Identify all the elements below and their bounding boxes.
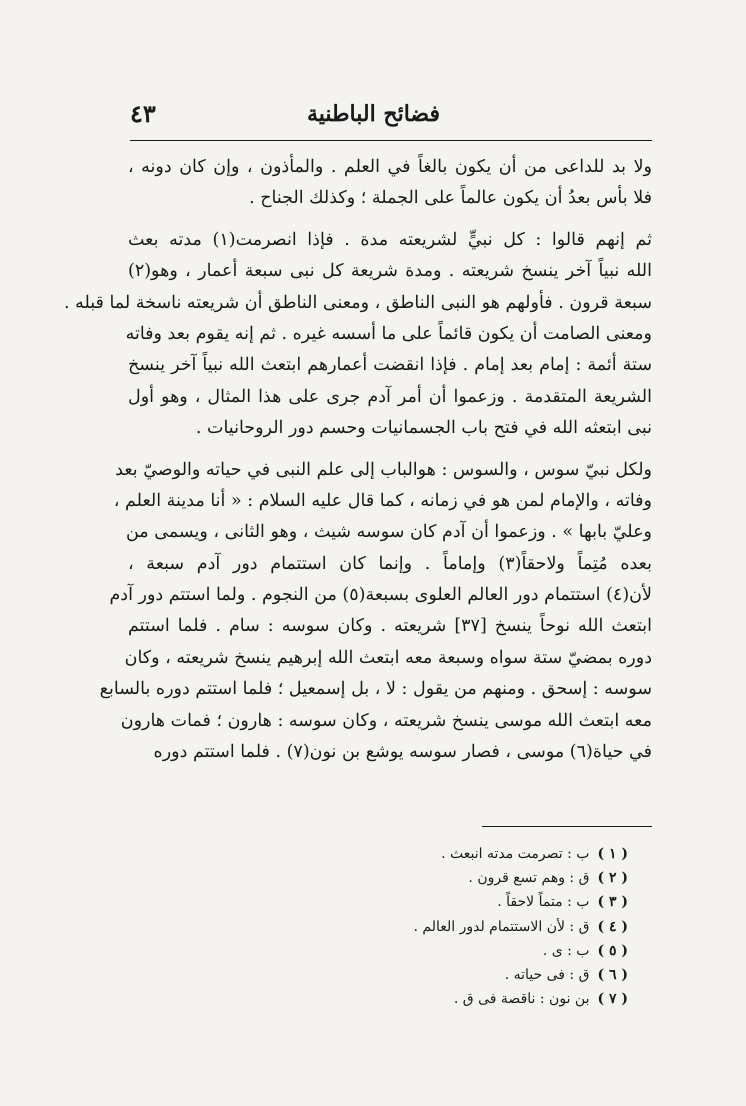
text-line: ستة أئمة : إمام بعد إمام . فإذا انقضت أعمارهم ابتعث الله نبياً آخر ينسخ bbox=[128, 355, 652, 376]
text-line: الله نبياً آخر ينسخ شريعته . ومدة شريعة كل نبى سبعة أعمار ، وهو(٢) bbox=[128, 261, 652, 282]
text-line: نبى ابتعثه الله في فتح باب الجسمانيات وحسم دور الروحانيات . bbox=[195, 418, 652, 439]
text-line: ثم إنهم قالوا : كل نبيٍّ لشريعته مدة . فإذا انصرمت(١) مدته بعث bbox=[128, 229, 652, 250]
footnote-text: ب : ى . bbox=[542, 942, 590, 959]
footnote bbox=[328, 842, 628, 866]
footnote-separator bbox=[482, 826, 652, 827]
footnote bbox=[328, 866, 628, 890]
footnote-number: ( ٢ ) bbox=[597, 870, 628, 887]
text-line: وفاته ، والإمام لمن هو في زمانه ، كما قال عليه السلام : « أنا مدينة العلم ، bbox=[113, 490, 652, 511]
footnote bbox=[328, 939, 628, 963]
text-line: فلا بأس بعدُ أن يكون عالماً على الجملة ؛ وكذلك الجناح . bbox=[249, 188, 652, 209]
footnote-text: ق : وهم تسع قرون . bbox=[468, 870, 590, 887]
footnote-text: ق : لأن الاستتمام لدور العالم . bbox=[413, 918, 590, 935]
text-line: في حياة(٦) موسى ، فصار سوسه يوشع بن نون(٧) . فلما استتم دوره bbox=[153, 742, 652, 763]
footnote-number: ( ٤ ) bbox=[597, 918, 628, 935]
text-line: سبعة قرون . فأولهم هو النبى الناطق ، ومعنى الناطق أن شريعته ناسخة لما قبله . bbox=[63, 292, 652, 313]
page-number: ٤٣ bbox=[130, 99, 156, 128]
footnote bbox=[328, 963, 628, 987]
footnote-text: بن نون : ناقصة فى ق . bbox=[453, 991, 590, 1008]
paragraph bbox=[63, 225, 652, 445]
footnote-number: ( ١ ) bbox=[597, 846, 628, 862]
text-line: ابتعث الله نوحاً ينسخ [٣٧] شريعته . وكان سوسه : سام . فلما استتم bbox=[128, 616, 652, 637]
text-line: بعده مُتِماً ولاحقاً(٣) وإماماً . وإنما كان استتمام دور آدم سبعة ، bbox=[128, 553, 652, 574]
running-title: فضائح الباطنية bbox=[306, 101, 440, 127]
header-rule bbox=[130, 140, 652, 141]
text-line: معه ابتعث الله موسى ينسخ شريعته ، وكان سوسه : هارون ؛ فمات هارون bbox=[120, 710, 652, 731]
main-text bbox=[63, 152, 652, 778]
footnote bbox=[328, 915, 628, 939]
footnote-text: ب : متماً لاحقاً . bbox=[497, 894, 590, 911]
footnote-number: ( ٦ ) bbox=[597, 966, 628, 983]
text-line: وعليّ بابها » . وزعموا أن آدم كان سوسه شيث ، وهو الثانى ، ويسمى من bbox=[125, 522, 652, 543]
text-line: لأن(٤) استتمام دور العالم العلوى بسبعة(٥) من النجوم . ولما استتم دور آدم bbox=[109, 585, 652, 606]
footnote-text: ب : تصرمت مدته انبعث . bbox=[441, 846, 590, 862]
text-line: سوسه : إسحق . ومنهم من يقول : لا ، بل إسمعيل ؛ فلما استتم دوره بالسابع bbox=[99, 679, 652, 700]
footnote-number: ( ٣ ) bbox=[597, 894, 628, 911]
footnote bbox=[328, 987, 628, 1011]
footnote bbox=[328, 890, 628, 914]
paragraph bbox=[99, 455, 652, 769]
footnote-number: ( ٥ ) bbox=[597, 942, 628, 959]
page-header bbox=[130, 95, 650, 135]
footnote-number: ( ٧ ) bbox=[597, 991, 628, 1008]
text-line: ولا بد للداعى من أن يكون بالغاً في العلم . والمأذون ، وإن كان دونه ، bbox=[128, 157, 652, 177]
text-line: ومعنى الصامت أن يكون قائماً على ما أسسه غيره . ثم إنه يقوم بعد وفاته bbox=[125, 323, 652, 344]
footnote-text: ق : فى حياته . bbox=[504, 966, 590, 983]
text-line: ولكل نبيّ سوس ، والسوس : هوالباب إلى علم النبى في حياته والوصيّ بعد bbox=[115, 459, 652, 480]
text-line: الشريعة المتقدمة . وزعموا أن أمر آدم جرى على هذا المثال ، وهو أول bbox=[128, 386, 652, 407]
footnotes bbox=[328, 842, 628, 1011]
paragraph bbox=[128, 152, 652, 215]
text-line: دوره بمضيّ ستة سواه وسبعة معه ابتعث الله إبرهيم ينسخ شريعته ، وكان bbox=[124, 647, 652, 668]
